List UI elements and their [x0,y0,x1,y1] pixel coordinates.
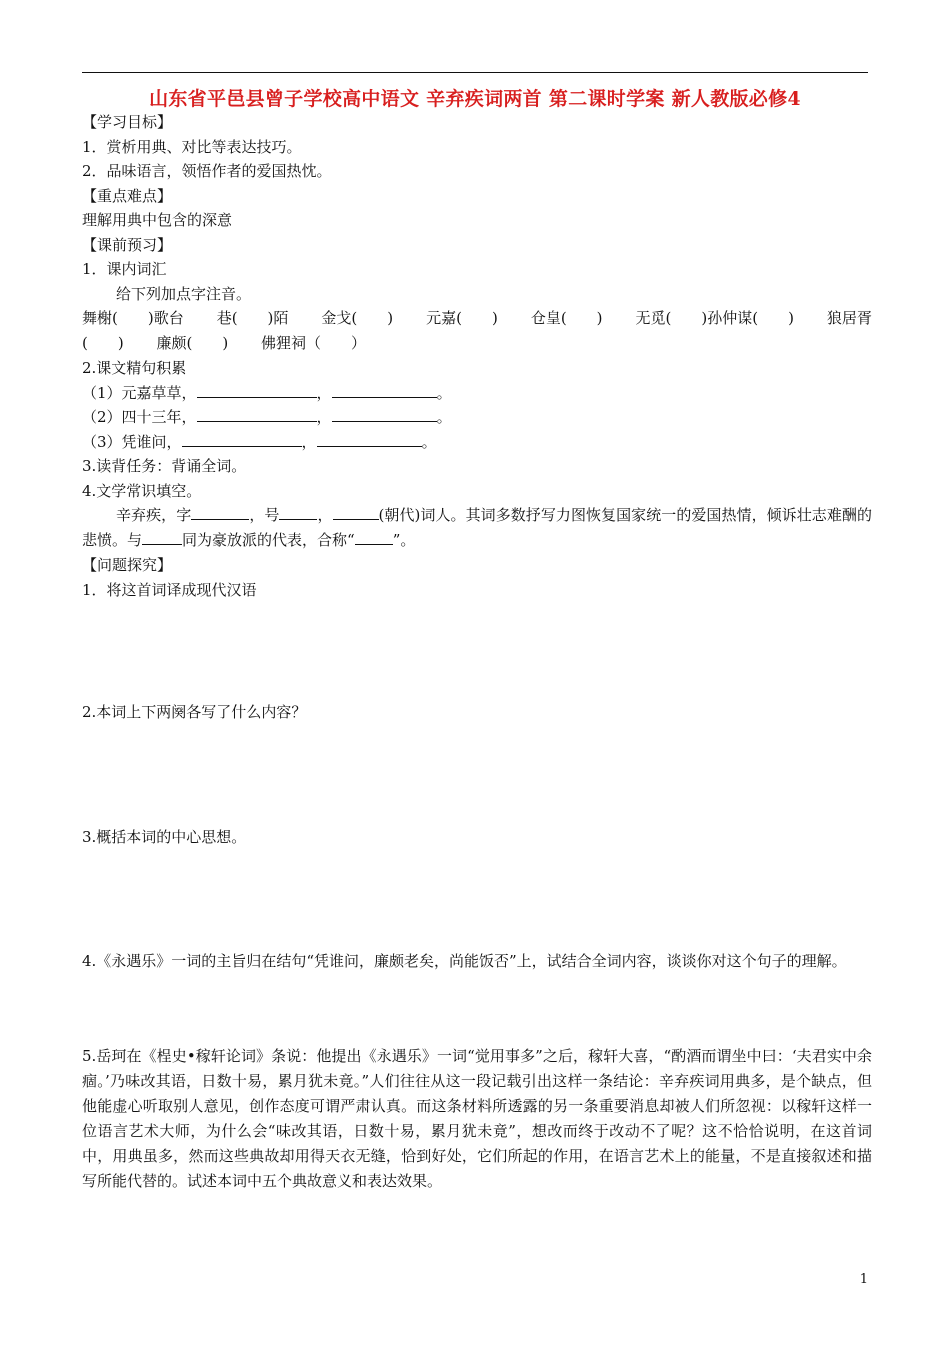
fill-blank[interactable] [317,432,422,447]
key-header: 【重点难点】 [82,186,173,205]
vocab-instruction: 给下列加点字注音。 [116,284,252,303]
lit-text: (朝代)词人。其词多数抒写力图恢复国家统一的爱国热情，倾诉壮 [378,506,812,524]
vocab-row [82,306,872,331]
vocab-item: 狼居胥 [826,309,872,327]
sentence-fill [82,430,872,455]
lit-text: ”。 [392,531,416,549]
question: 1．将这首词译成现代汉语 [82,580,257,599]
question: 3.概括本词的中心思想。 [82,827,247,846]
sentence-punct: 。 [421,432,437,451]
top-rule [82,72,868,73]
sentences-title: 2.课文精句积累 [82,359,187,377]
fill-blank[interactable] [333,505,379,520]
vocab-row [82,331,872,356]
recite-task: 3.读背任务：背诵全词。 [82,457,247,475]
sentence-fill [82,381,872,406]
lit-text: ，号 [249,506,280,524]
lit-title: 4.文学常识填空。 [82,481,202,500]
document-title: 山东省平邑县曾子学校高中语文 辛弃疾词两首 第二课时学案 新人教版必修4 [149,88,801,110]
lit-text: 同为豪放派的代表，合称“ [182,531,355,549]
sentence-punct: ， [316,383,332,402]
fill-blank[interactable] [279,505,317,520]
sentence-prefix: （1）元嘉草草， [82,383,197,402]
vocab-title: 1．课内词汇 [82,260,167,278]
sentence-punct: 。 [436,383,452,402]
vocab-item: 舞榭( )歌台 [82,309,184,327]
sentence-punct: 。 [436,408,452,426]
vocab-item: 巷( )陌 [216,309,289,327]
explore-header: 【问题探究】 [82,556,173,574]
vocab-item: 佛狸祠（ ） [261,334,367,352]
question: 2.本词上下两阕各写了什么内容？ [82,703,307,721]
question: 4.《永遇乐》一词的主旨归在结句“凭谁问，廉颇老矣，尚能饭否”上，试结合全词内容，谈谈你对这个句子的理解。 [82,952,847,970]
sentence-fill [82,405,872,430]
preview-header: 【课前预习】 [82,235,173,254]
vocab-item: 仓皇( ) [530,309,603,327]
sentence-prefix: （2）四十三年， [82,408,197,426]
lit-paragraph [82,503,872,553]
goal-item: 2．品味语言，领悟作者的爱国热忱。 [82,162,332,180]
key-text: 理解用典中包含的深意 [82,211,233,229]
fill-blank[interactable] [355,530,393,545]
vocab-item: ( ) [82,334,124,352]
answer-space[interactable] [82,602,872,700]
vocab-item: 廉颇( ) [156,334,229,352]
goals-header: 【学习目标】 [82,113,173,131]
fill-blank[interactable] [332,383,437,398]
vocab-item: 无觅( )孙仲谋( ) [635,309,794,327]
answer-space[interactable] [82,974,872,1044]
sentence-punct: ， [301,432,317,451]
answer-space[interactable] [82,725,872,825]
lit-text: ， [317,506,333,524]
question: 5.岳珂在《桯史•稼轩论词》条说：他提出《永遇乐》一词“觉用事多”之后，稼轩大喜，“酌酒而谓坐中曰：‘夫君实中余痼。’乃味改其语，日数十易，累月犹未竟。”人们往往从这一段记载引出这样一条结论：辛弃疾词用典多，是个缺点，但他能虚心听取别人意见，创作态度可谓严肃认真。而这条材料所透露的另一条重要消息却被人们所忽视：以稼轩这样一位语言艺术大师，为什么会“味改其语，日数十易，累月犹未竟”，想改而终于改动不了呢？这不恰恰说明，在这首词中，用典虽多，然而这些典故却用得天衣无缝，恰到好处，它们所起的作用，在语言艺术上的能量，不是直接叙述和描写所能代替的。试述本词中五个典故意义和表达效果。 [82,1047,872,1190]
document-body [82,110,872,1194]
lit-text: 志难酬的悲愤。与 [82,506,872,549]
answer-space[interactable] [82,849,872,949]
fill-blank[interactable] [332,407,437,422]
fill-blank[interactable] [197,407,317,422]
goal-item: 1．赏析用典、对比等表达技巧。 [82,137,302,156]
vocab-item: 金戈( ) [321,309,394,327]
vocab-item: 元嘉( ) [426,309,498,327]
fill-blank[interactable] [197,383,317,398]
sentence-punct: ， [316,408,332,426]
sentence-prefix: （3）凭谁问， [82,432,182,451]
page-number: 1 [859,1272,868,1287]
fill-blank[interactable] [142,530,182,545]
lit-text: 辛弃疾，字 [116,506,192,524]
fill-blank[interactable] [182,432,302,447]
fill-blank[interactable] [191,505,249,520]
